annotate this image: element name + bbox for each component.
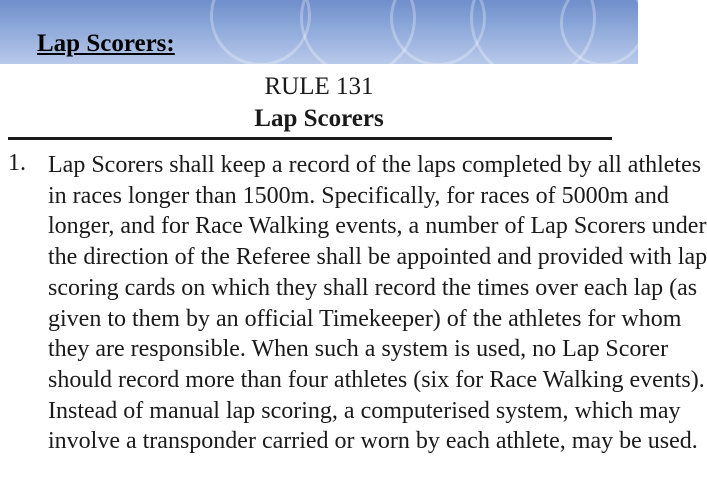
rule-line: they are responsible. When such a system is used, no Lap Scorer <box>48 336 669 363</box>
rule-body <box>48 150 707 457</box>
rule-divider <box>8 137 612 140</box>
rule-line: Instead of manual lap scoring, a computerised system, which may <box>48 397 681 424</box>
rule-line: scoring cards on which they shall record the times over each lap (as <box>48 274 698 301</box>
decorative-ring <box>210 0 311 66</box>
rule-line: involve a transponder carried or worn by each athlete, may be used. <box>48 428 698 455</box>
slide-header-banner <box>0 0 638 64</box>
rule-line: given to them by an official Timekeeper) of the athletes for whom <box>48 305 682 332</box>
rule-line: in races longer than 1500m. Specifically, for races of 5000m and <box>48 182 669 209</box>
slide-title: Lap Scorers: <box>37 30 175 57</box>
rule-line: longer, and for Race Walking events, a number of Lap Scorers under <box>48 213 707 240</box>
item-number: 1. <box>8 150 26 176</box>
rule-line: Lap Scorers shall keep a record of the laps completed by all athletes <box>48 152 702 178</box>
rule-line: the direction of the Referee shall be appointed and provided with lap <box>48 244 707 271</box>
rule-title: Lap Scorers <box>254 105 384 132</box>
rule-line: should record more than four athletes (six for Race Walking events). <box>48 366 705 393</box>
rule-number: RULE 131 <box>264 73 374 100</box>
